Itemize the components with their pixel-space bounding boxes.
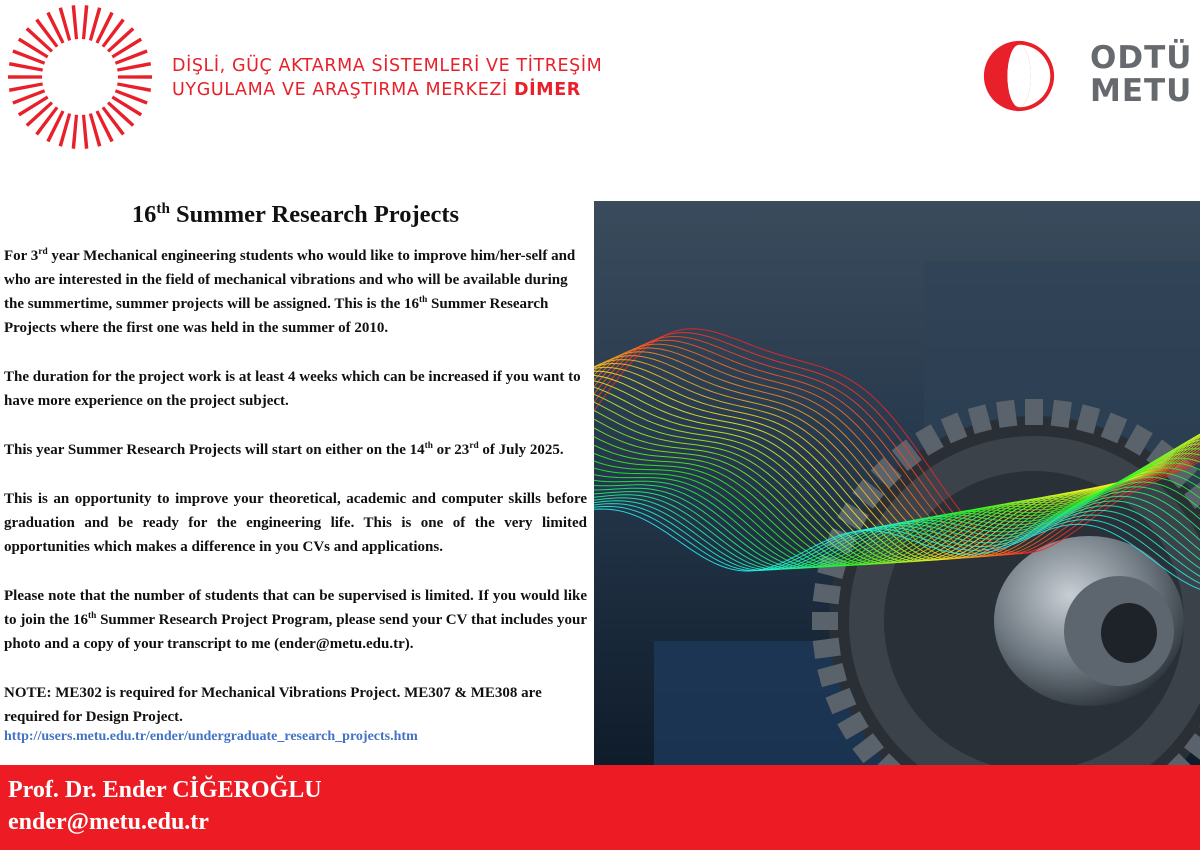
header bbox=[0, 0, 1200, 170]
research-center-line2: UYGULAMA VE ARAŞTIRMA MERKEZİ bbox=[172, 80, 508, 100]
university-name-tr: ODTÜ bbox=[1090, 40, 1193, 76]
opportunity-paragraph: This is an opportunity to improve your theoretical, academic and computer skills before graduation and be ready for the engineering life. This is one of the very limited opportunities which makes a difference in you CVs and applications. bbox=[4, 491, 587, 555]
university-name-en: METU bbox=[1090, 73, 1193, 109]
professor-name: Prof. Dr. Ender CİĞEROĞLU bbox=[8, 777, 322, 803]
gear-vibration-image bbox=[594, 201, 1200, 765]
application-paragraph: Please note that the number of students that can be supervised is limited. If you would like to join the 16th Summer Research Project Program, please send your CV that includes your photo and a copy of your transcript to me (ender@metu.edu.tr). bbox=[4, 588, 587, 652]
research-center-acronym: DİMER bbox=[513, 80, 581, 100]
requirements-note: NOTE: ME302 is required for Mechanical Vibrations Project. ME307 & ME308 are required for Design Project. bbox=[4, 685, 542, 725]
intro-paragraph: For 3rd year Mechanical engineering students who would like to improve him/her-self and who are interested in the field of mechanical vibrations and who will be available during the summertime, summer projects will be assigned. This is the 16th Summer Research Projects where the first one was held in the summer of 2010. bbox=[4, 247, 576, 336]
start-date-paragraph: This year Summer Research Projects will start on either on the 14th or 23rd of July 2025. bbox=[4, 441, 564, 458]
contact-email: ender@metu.edu.tr bbox=[8, 809, 209, 835]
duration-paragraph: The duration for the project work is at least 4 weeks which can be increased if you want to have more experience on the project subject. bbox=[4, 369, 581, 409]
metu-logo-icon bbox=[980, 37, 1058, 115]
page-title: 16th Summer Research Projects bbox=[131, 199, 460, 228]
research-center-line1: DİŞLİ, GÜÇ AKTARMA SİSTEMLERİ VE TİTREŞİM bbox=[172, 56, 603, 76]
projects-link[interactable]: http://users.metu.edu.tr/ender/undergraduate_research_projects.htm bbox=[4, 729, 418, 744]
university-wordmark bbox=[1090, 40, 1193, 109]
footer-bar bbox=[0, 765, 1200, 850]
gear-vibration-illustration bbox=[594, 201, 1200, 765]
dimer-gear-logo bbox=[5, 2, 155, 152]
main-content bbox=[4, 200, 587, 747]
research-center-name bbox=[172, 54, 602, 102]
